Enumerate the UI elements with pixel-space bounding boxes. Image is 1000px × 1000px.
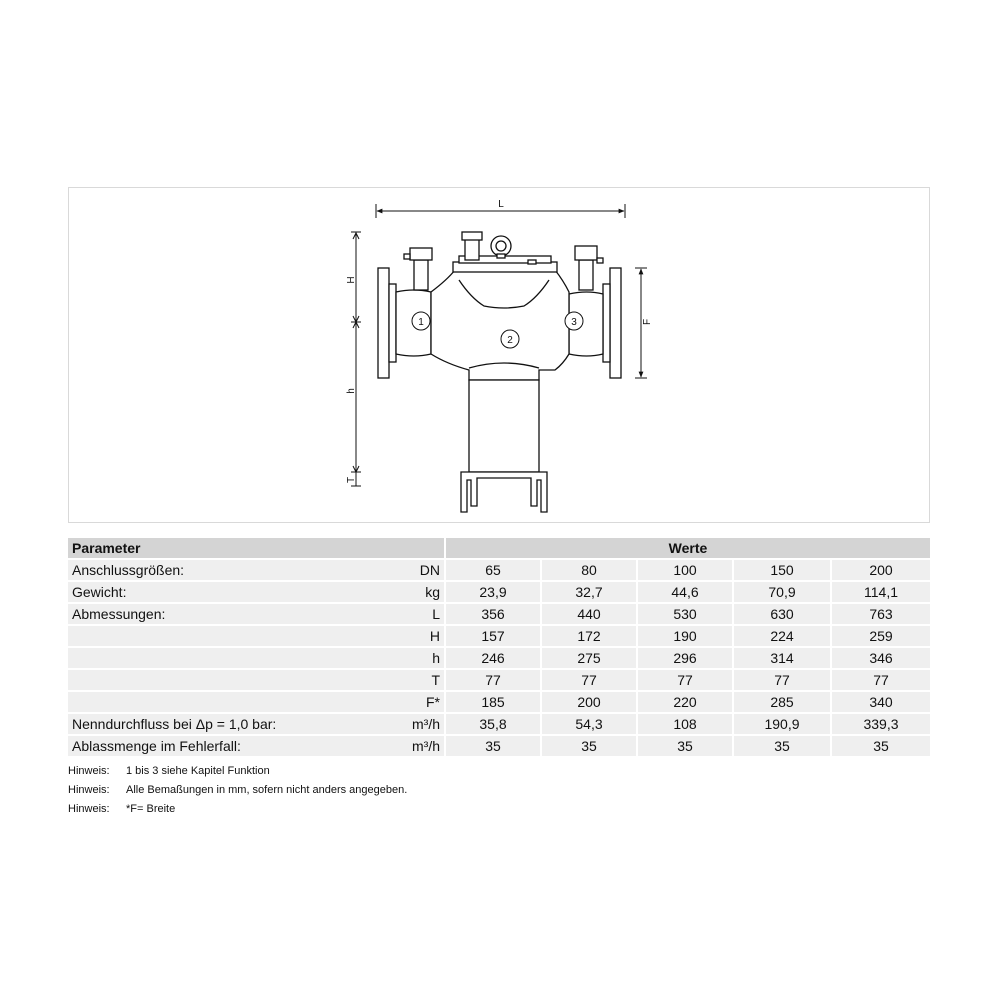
table-row [68, 582, 930, 602]
value-cell: 23,9 [446, 582, 542, 602]
table-row [68, 736, 930, 756]
notes [68, 762, 407, 819]
table-row [68, 604, 930, 624]
note-text: Alle Bemaßungen in mm, sofern nicht anders angegeben. [126, 784, 408, 796]
label-H: H [346, 276, 357, 284]
value-cell: 630 [734, 604, 832, 624]
note-prefix: Hinweis: [68, 784, 110, 796]
value-cell: 220 [638, 692, 734, 712]
row-label [68, 648, 378, 668]
value-cell: 54,3 [542, 714, 638, 734]
value-cell: 100 [638, 560, 734, 580]
dimension-L [376, 199, 625, 218]
value-cell: 346 [832, 648, 930, 668]
dimension-F [635, 268, 653, 378]
row-label [68, 626, 378, 646]
row-unit: m³/h [378, 714, 446, 734]
value-cell: 114,1 [832, 582, 930, 602]
label-F: F [642, 318, 653, 326]
row-unit: m³/h [378, 736, 446, 756]
note-text: 1 bis 3 siehe Kapitel Funktion [126, 765, 270, 777]
value-cell: 440 [542, 604, 638, 624]
valve-body [378, 232, 621, 512]
value-cell: 339,3 [832, 714, 930, 734]
header-parameter: Parameter [68, 538, 378, 558]
header-spacer [378, 538, 446, 558]
row-unit: h [378, 648, 446, 668]
value-cell: 35 [832, 736, 930, 756]
value-cell: 77 [542, 670, 638, 690]
value-cell: 246 [446, 648, 542, 668]
row-unit: T [378, 670, 446, 690]
value-cell: 200 [542, 692, 638, 712]
value-cell: 70,9 [734, 582, 832, 602]
value-cell: 32,7 [542, 582, 638, 602]
value-cell: 65 [446, 560, 542, 580]
value-cell: 200 [832, 560, 930, 580]
header-werte: Werte [446, 538, 930, 558]
row-label: Abmessungen: [68, 604, 378, 624]
value-cell: 35,8 [446, 714, 542, 734]
value-cell: 763 [832, 604, 930, 624]
table-row [68, 626, 930, 646]
note-row [68, 762, 407, 781]
parameter-table [68, 536, 930, 758]
table-row [68, 560, 930, 580]
svg-text:2: 2 [507, 335, 513, 346]
table-header-row [68, 538, 930, 558]
note-prefix: Hinweis: [68, 803, 110, 815]
label-L: L [498, 199, 504, 210]
note-text: *F= Breite [126, 803, 176, 815]
table-row [68, 648, 930, 668]
value-cell: 285 [734, 692, 832, 712]
value-cell: 340 [832, 692, 930, 712]
value-cell: 530 [638, 604, 734, 624]
value-cell: 314 [734, 648, 832, 668]
table-row [68, 714, 930, 734]
row-unit: F* [378, 692, 446, 712]
value-cell: 190 [638, 626, 734, 646]
row-label [68, 670, 378, 690]
value-cell: 356 [446, 604, 542, 624]
value-cell: 77 [734, 670, 832, 690]
callout-3 [565, 312, 583, 330]
value-cell: 296 [638, 648, 734, 668]
row-unit: H [378, 626, 446, 646]
row-label [68, 692, 378, 712]
table-row [68, 692, 930, 712]
value-cell: 35 [542, 736, 638, 756]
valve-drawing-svg [69, 188, 931, 524]
row-unit: L [378, 604, 446, 624]
svg-text:1: 1 [418, 317, 424, 328]
value-cell: 172 [542, 626, 638, 646]
svg-text:3: 3 [571, 317, 577, 328]
value-cell: 259 [832, 626, 930, 646]
value-cell: 275 [542, 648, 638, 668]
value-cell: 35 [446, 736, 542, 756]
value-cell: 224 [734, 626, 832, 646]
row-label: Gewicht: [68, 582, 378, 602]
dimension-vertical-left [346, 232, 361, 486]
value-cell: 108 [638, 714, 734, 734]
note-row [68, 781, 407, 800]
value-cell: 80 [542, 560, 638, 580]
value-cell: 150 [734, 560, 832, 580]
table-row [68, 670, 930, 690]
value-cell: 190,9 [734, 714, 832, 734]
row-unit: kg [378, 582, 446, 602]
row-label: Ablassmenge im Fehlerfall: [68, 736, 378, 756]
technical-drawing [68, 187, 930, 523]
value-cell: 44,6 [638, 582, 734, 602]
value-cell: 157 [446, 626, 542, 646]
row-unit: DN [378, 560, 446, 580]
label-h: h [346, 388, 357, 394]
value-cell: 35 [638, 736, 734, 756]
callout-2 [501, 330, 519, 348]
row-label: Nenndurchfluss bei Δp = 1,0 bar: [68, 714, 378, 734]
value-cell: 77 [832, 670, 930, 690]
value-cell: 77 [638, 670, 734, 690]
value-cell: 77 [446, 670, 542, 690]
value-cell: 185 [446, 692, 542, 712]
note-prefix: Hinweis: [68, 765, 110, 777]
value-cell: 35 [734, 736, 832, 756]
row-label: Anschlussgrößen: [68, 560, 378, 580]
note-row [68, 800, 407, 819]
callout-1 [412, 312, 430, 330]
label-T: T [346, 476, 357, 484]
